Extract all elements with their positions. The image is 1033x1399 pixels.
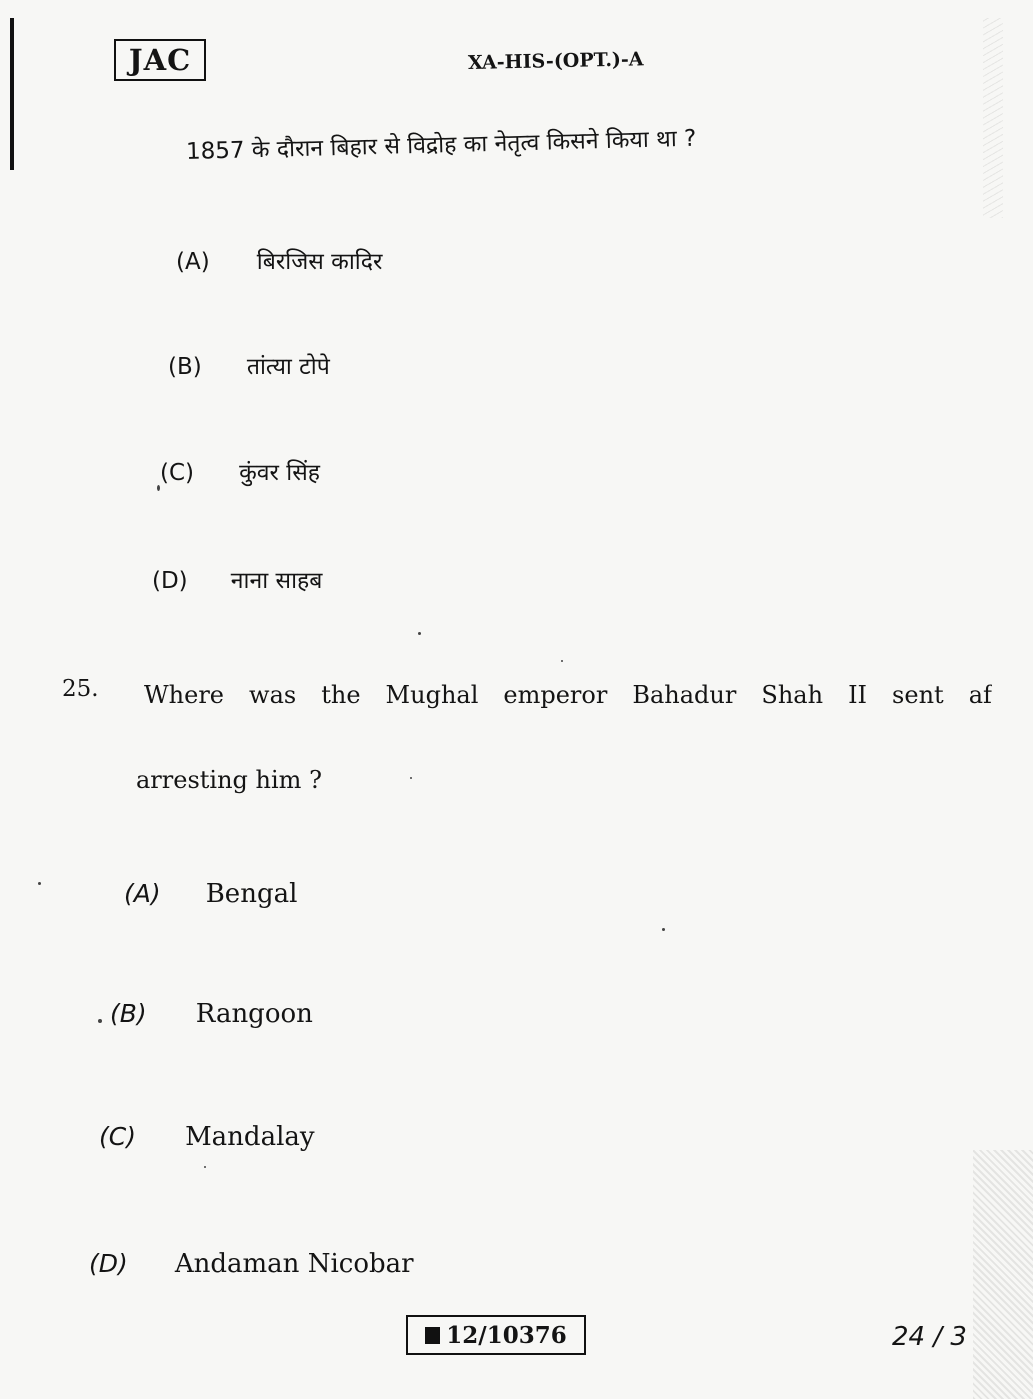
question-word: Bahadur (632, 681, 737, 709)
english-option-d (89, 1249, 414, 1279)
option-letter: (B) (168, 354, 202, 380)
hindi-option-c (160, 455, 320, 487)
scan-noise-top (983, 18, 1003, 218)
option-text: Andaman Nicobar (174, 1249, 414, 1279)
option-letter: (C) (99, 1122, 136, 1151)
option-letter: (A) (124, 879, 161, 908)
question-word: Shah (761, 681, 824, 709)
option-letter: (D) (89, 1249, 128, 1278)
scan-noise-edge (973, 1150, 1033, 1399)
english-option-c (99, 1122, 315, 1152)
question-word: was (249, 681, 297, 709)
scan-speck (418, 632, 421, 635)
question-word: the (321, 681, 361, 709)
scan-speck (410, 777, 412, 779)
option-text: तांत्या टोपे (246, 354, 330, 380)
scan-speck (98, 1019, 102, 1023)
question-word: af (968, 681, 992, 709)
footer-code: 12/10376 (446, 1321, 567, 1349)
question-word: emperor (503, 681, 608, 709)
scan-speck (204, 1166, 206, 1168)
option-letter: (A) (176, 249, 210, 275)
black-square-icon (425, 1327, 440, 1344)
question-number: 25. (62, 676, 99, 702)
hindi-option-d (152, 563, 322, 595)
option-text: Mandalay (185, 1122, 315, 1152)
option-text: बिरजिस कादिर (256, 249, 383, 275)
option-text: Rangoon (195, 999, 313, 1029)
question-word: sent (892, 681, 944, 709)
option-letter: (C) (160, 460, 195, 486)
hindi-option-b (168, 349, 330, 381)
board-label-box: JAC (114, 39, 206, 81)
footer-code-box (406, 1315, 586, 1355)
paper-code: XA-HIS-(OPT.)-A (467, 48, 644, 74)
hindi-option-a (176, 244, 382, 276)
english-option-a (124, 879, 297, 909)
scan-speck (662, 928, 665, 931)
hindi-question-text: 1857 के दौरान बिहार से विद्रोह का नेतृत्व किसने किया था ? (185, 125, 697, 165)
option-text: कुंवर सिंह (239, 460, 320, 486)
option-text: Bengal (205, 879, 298, 909)
scan-speck (561, 660, 563, 662)
question-word: Where (144, 681, 225, 709)
option-letter: (D) (152, 568, 188, 594)
question-text-line1 (144, 681, 992, 709)
question-word: II (848, 681, 868, 709)
english-option-b (110, 999, 313, 1029)
binding-mark (10, 18, 14, 170)
page-number: 24 / 3 (892, 1322, 967, 1352)
question-text-line2: arresting him ? (136, 766, 322, 794)
scan-speck (38, 882, 41, 885)
question-word: Mughal (385, 681, 479, 709)
option-text: नाना साहब (230, 568, 323, 594)
option-letter: (B) (110, 999, 147, 1028)
scan-speck (157, 485, 160, 491)
